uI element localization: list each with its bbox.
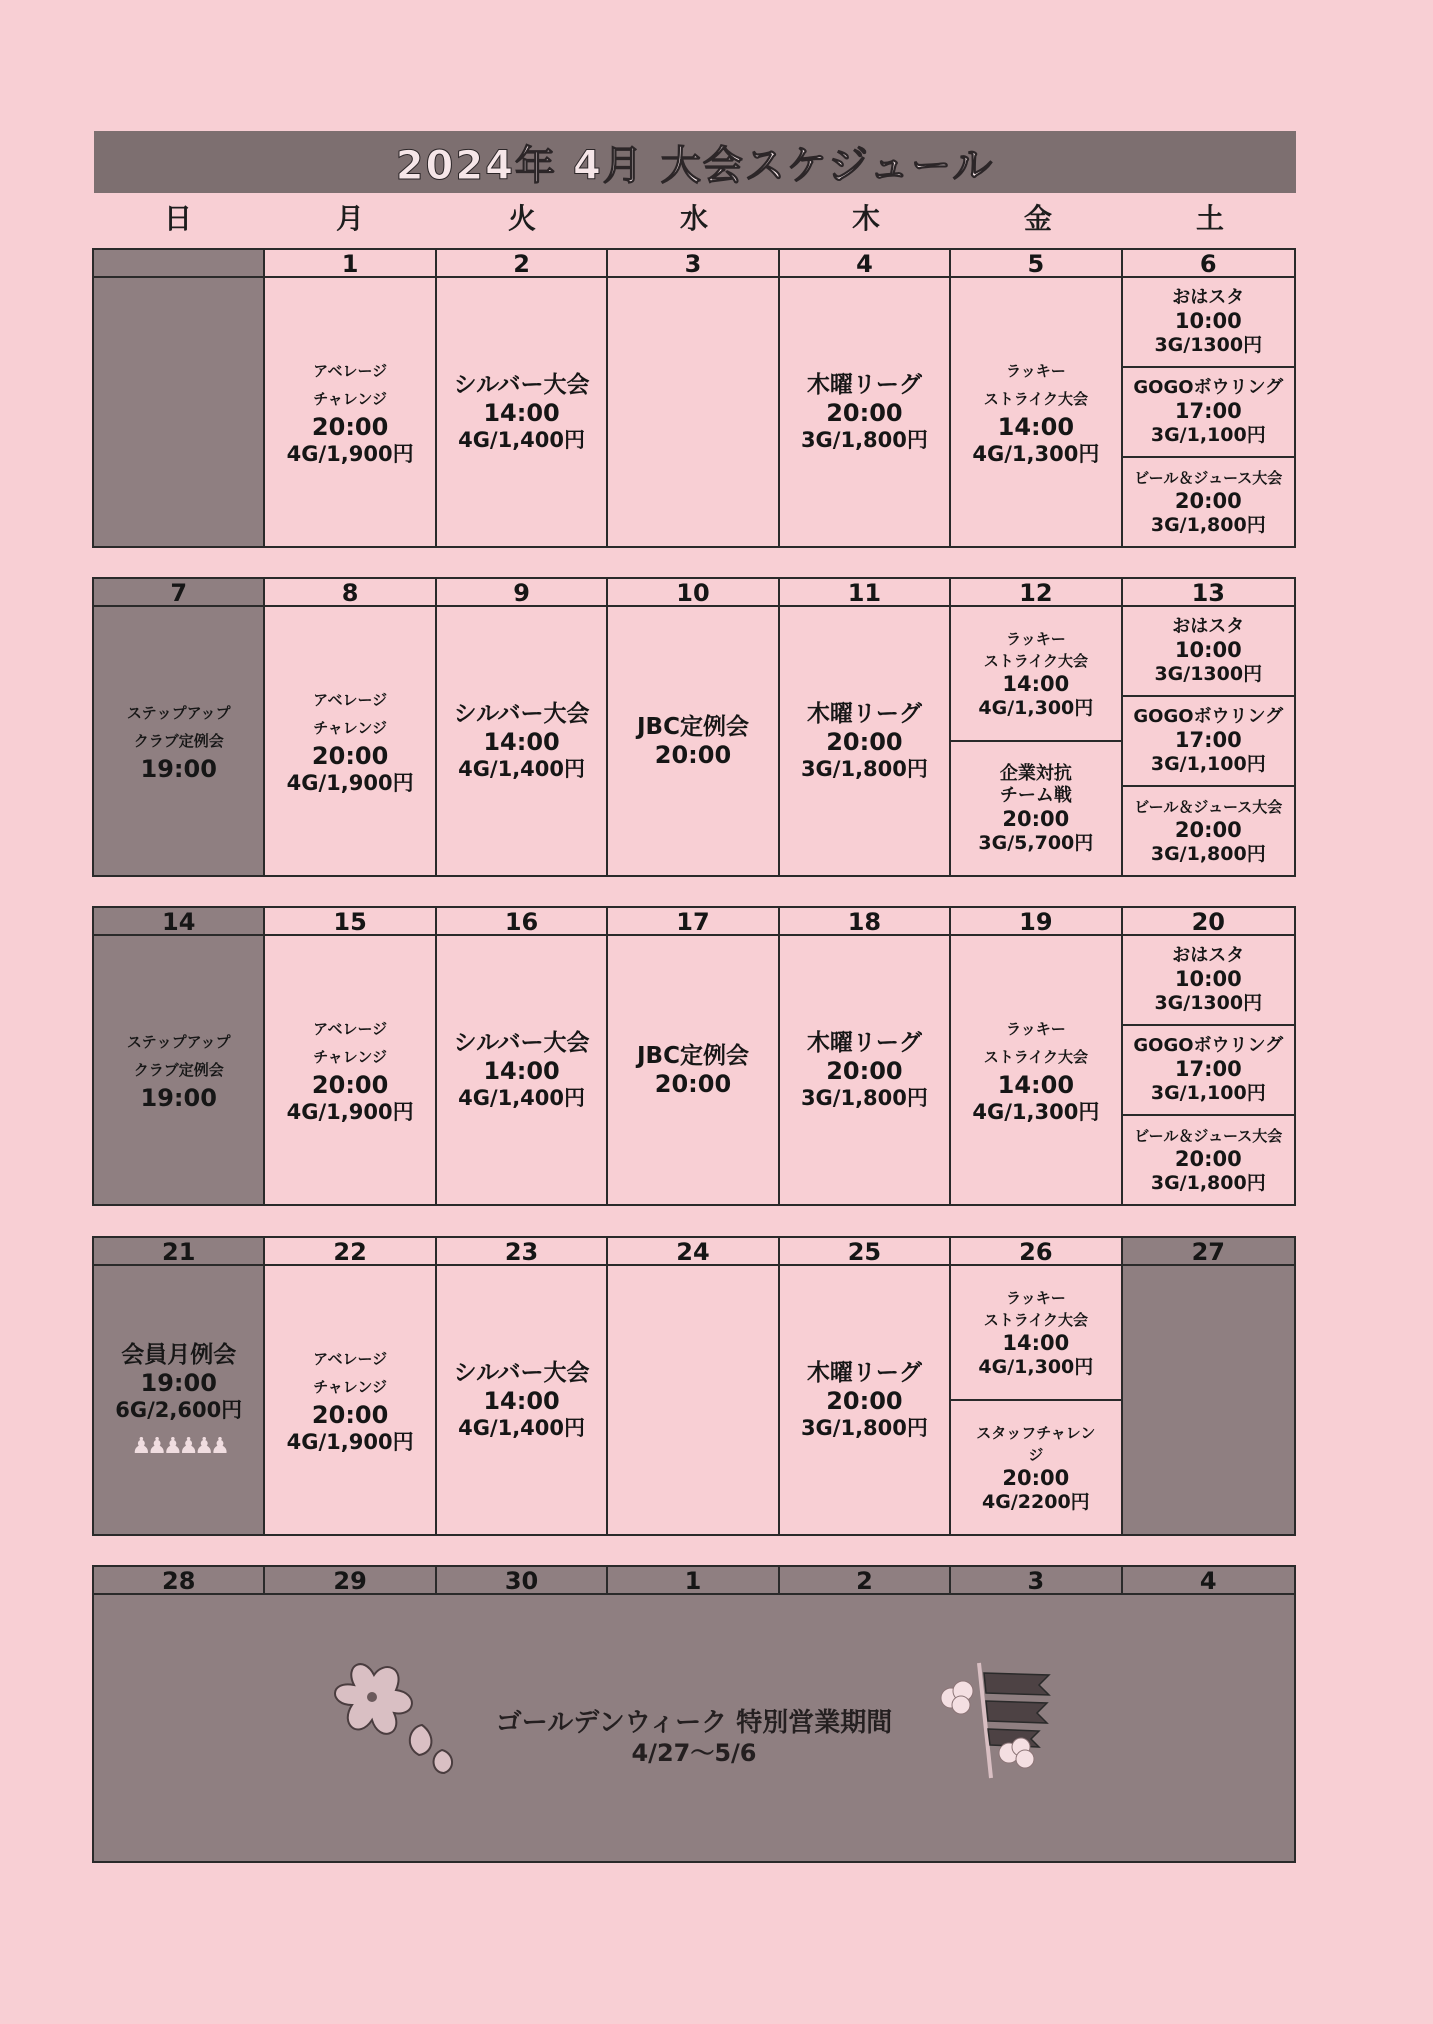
event xyxy=(951,1266,1120,1399)
event-price: 3G/1,800円 xyxy=(800,756,928,781)
event xyxy=(951,936,1120,1204)
event-price: 4G/1,300円 xyxy=(972,1099,1100,1124)
golden-week-period: 4/27～5/6 xyxy=(631,1739,757,1767)
golden-week-body xyxy=(94,1595,1294,1861)
day-number: 5 xyxy=(951,250,1122,278)
event-name: 企業対抗 チーム戦 xyxy=(999,762,1072,806)
event-name: シルバー大会 xyxy=(453,371,590,398)
event xyxy=(1123,607,1294,695)
day-cell xyxy=(1123,1266,1294,1534)
page-title: 2024年 4月 大会スケジュール xyxy=(395,142,995,189)
event xyxy=(780,936,949,1204)
event-time: 10:00 xyxy=(1174,967,1242,991)
day-cell xyxy=(951,607,1122,875)
event-time: 19:00 xyxy=(140,1369,217,1397)
event-time: 14:00 xyxy=(997,1070,1075,1099)
event-time: 20:00 xyxy=(1002,806,1070,831)
day-cell xyxy=(608,278,779,546)
event-name: JBC定例会 xyxy=(637,714,749,740)
event-time: 20:00 xyxy=(311,412,389,441)
day-number: 29 xyxy=(265,1567,436,1595)
event-price: 3G/1,800円 xyxy=(1150,514,1266,536)
day-number: 12 xyxy=(951,579,1122,607)
bowling-pins-icon: ♟♟♟♟♟♟ xyxy=(131,1434,226,1459)
weekday-mon: 月 xyxy=(335,202,364,235)
day-number: 9 xyxy=(437,579,608,607)
event-price: 4G/1,900円 xyxy=(286,441,414,466)
event-name: 木曜リーグ xyxy=(806,1359,922,1386)
day-cell xyxy=(780,936,951,1204)
event xyxy=(437,936,606,1204)
day-number: 23 xyxy=(437,1238,608,1266)
event xyxy=(437,1266,606,1534)
event-time: 19:00 xyxy=(140,1084,217,1112)
event-name: アベレージ チャレンジ xyxy=(313,1349,388,1396)
event-price: 4G/1,300円 xyxy=(978,696,1094,719)
event-time: 20:00 xyxy=(311,1070,389,1099)
event-time: 20:00 xyxy=(826,398,903,427)
day-cell xyxy=(780,1266,951,1534)
day-cell xyxy=(437,607,608,875)
day-number: 26 xyxy=(951,1238,1122,1266)
event xyxy=(1123,456,1294,546)
day-number: 2 xyxy=(437,250,608,278)
event-name: アベレージ チャレンジ xyxy=(313,690,388,737)
event xyxy=(1123,366,1294,456)
event-price: 3G/1,100円 xyxy=(1150,1082,1266,1104)
event-time: 20:00 xyxy=(654,1070,732,1098)
event xyxy=(951,1399,1120,1534)
day-cell xyxy=(437,278,608,546)
event xyxy=(94,1266,263,1534)
event-price: 3G/1300円 xyxy=(1154,663,1263,685)
day-cell xyxy=(951,1266,1122,1534)
event-price: 4G/2200円 xyxy=(982,1490,1090,1513)
day-number: 16 xyxy=(437,908,608,936)
event-time: 17:00 xyxy=(1174,1057,1242,1081)
day-cell xyxy=(608,1266,779,1534)
event-time: 20:00 xyxy=(826,1386,903,1415)
event-name: 会員月例会 xyxy=(121,1342,237,1368)
event xyxy=(951,740,1120,875)
event-time: 20:00 xyxy=(311,1400,389,1429)
day-cell xyxy=(780,607,951,875)
event-time: 17:00 xyxy=(1174,399,1242,423)
event-price: 3G/5,700円 xyxy=(978,831,1094,854)
event xyxy=(437,607,606,875)
event-name: ラッキー ストライク大会 xyxy=(983,1019,1088,1066)
day-cell xyxy=(608,936,779,1204)
event-name: 木曜リーグ xyxy=(806,371,922,398)
day-cell xyxy=(437,1266,608,1534)
weekday-wed: 水 xyxy=(679,202,708,235)
event-time: 20:00 xyxy=(654,741,732,769)
day-cell xyxy=(265,278,436,546)
day-cell xyxy=(265,607,436,875)
event-name: アベレージ チャレンジ xyxy=(313,1019,388,1066)
day-number: 3 xyxy=(951,1567,1122,1595)
title-bar xyxy=(94,131,1296,193)
event-price: 4G/1,900円 xyxy=(286,1429,414,1454)
event-time: 20:00 xyxy=(1174,489,1242,513)
event xyxy=(951,278,1120,546)
event-name: ビール＆ジュース大会 xyxy=(1134,798,1283,816)
day-number: 8 xyxy=(265,579,436,607)
day-number: 1 xyxy=(608,1567,779,1595)
event-price: 4G/1,300円 xyxy=(972,441,1100,466)
day-cell xyxy=(780,278,951,546)
event-time: 17:00 xyxy=(1174,728,1242,752)
weekday-sat: 土 xyxy=(1195,202,1224,235)
calendar-week xyxy=(92,906,1296,1206)
event-price: 4G/1,400円 xyxy=(458,427,586,452)
event-name: GOGOボウリング xyxy=(1133,377,1284,398)
event-name: ラッキー ストライク大会 xyxy=(983,361,1088,408)
day-cell xyxy=(1123,278,1294,546)
day-number: 4 xyxy=(780,250,951,278)
event-price: 3G/1,100円 xyxy=(1150,753,1266,775)
event-time: 20:00 xyxy=(826,727,903,756)
event xyxy=(780,278,949,546)
event-name: おはスタ xyxy=(1172,616,1245,637)
day-cell xyxy=(265,936,436,1204)
day-number: 10 xyxy=(608,579,779,607)
weekday-thu: 木 xyxy=(851,202,880,235)
event xyxy=(1123,1114,1294,1204)
weekday-sun: 日 xyxy=(163,202,192,235)
event-time: 20:00 xyxy=(1174,818,1242,842)
event-price: 4G/1,300円 xyxy=(978,1355,1094,1378)
event-name: GOGOボウリング xyxy=(1133,706,1284,727)
event xyxy=(1123,1024,1294,1114)
day-cell xyxy=(1123,607,1294,875)
event xyxy=(437,278,606,546)
event xyxy=(780,607,949,875)
event-name: ビール＆ジュース大会 xyxy=(1134,1127,1283,1145)
day-number: 27 xyxy=(1123,1238,1294,1266)
event-name: アベレージ チャレンジ xyxy=(313,361,388,408)
day-cell xyxy=(94,607,265,875)
day-number: 24 xyxy=(608,1238,779,1266)
day-number: 4 xyxy=(1123,1567,1294,1595)
day-cell xyxy=(951,936,1122,1204)
day-cell xyxy=(94,936,265,1204)
event-time: 14:00 xyxy=(483,1056,560,1085)
day-cell xyxy=(1123,936,1294,1204)
day-number: 1 xyxy=(265,250,436,278)
event-time: 14:00 xyxy=(483,398,560,427)
event-price: 3G/1,100円 xyxy=(1150,424,1266,446)
event-price: 3G/1300円 xyxy=(1154,334,1263,356)
golden-week-block xyxy=(92,1565,1296,1863)
event-time: 14:00 xyxy=(483,727,560,756)
event-price: 4G/1,400円 xyxy=(458,756,586,781)
day-number: 28 xyxy=(94,1567,265,1595)
event xyxy=(951,607,1120,740)
event-time: 19:00 xyxy=(140,755,217,783)
event xyxy=(1123,936,1294,1024)
event-name: GOGOボウリング xyxy=(1133,1035,1284,1056)
event-time: 14:00 xyxy=(997,412,1075,441)
event-name: シルバー大会 xyxy=(453,700,590,727)
weekday-header xyxy=(92,200,1296,238)
day-cell xyxy=(94,1266,265,1534)
event-name: スタッフチャレン ジ xyxy=(976,1423,1096,1464)
day-cell xyxy=(94,278,265,546)
event-name: ステップアップ クラブ定例会 xyxy=(126,704,231,750)
event-name: 木曜リーグ xyxy=(806,1029,922,1056)
event-name: おはスタ xyxy=(1172,945,1245,966)
event xyxy=(608,607,777,875)
event-time: 10:00 xyxy=(1174,309,1242,333)
weekday-tue: 火 xyxy=(507,202,536,235)
event-name: ステップアップ クラブ定例会 xyxy=(126,1033,231,1079)
event-price: 3G/1,800円 xyxy=(1150,1172,1266,1194)
event-price: 3G/1,800円 xyxy=(1150,843,1266,865)
day-number: 11 xyxy=(780,579,951,607)
golden-week-title: ゴールデンウィーク 特別営業期間 xyxy=(495,1708,893,1738)
event-time: 20:00 xyxy=(311,741,389,770)
event-time: 14:00 xyxy=(483,1386,560,1415)
event-price: 4G/1,400円 xyxy=(458,1085,586,1110)
event xyxy=(1123,278,1294,366)
event-price: 4G/1,900円 xyxy=(286,1099,414,1124)
day-number: 17 xyxy=(608,908,779,936)
event-price: 3G/1,800円 xyxy=(800,1415,928,1440)
event-price: 3G/1,800円 xyxy=(800,427,928,452)
day-number: 3 xyxy=(608,250,779,278)
day-number: 30 xyxy=(437,1567,608,1595)
event-time: 10:00 xyxy=(1174,638,1242,662)
event xyxy=(1123,695,1294,785)
event-time: 20:00 xyxy=(826,1056,903,1085)
event xyxy=(265,278,434,546)
event xyxy=(265,607,434,875)
day-number: 19 xyxy=(951,908,1122,936)
event-name: ラッキー ストライク大会 xyxy=(983,629,1088,670)
day-number: 18 xyxy=(780,908,951,936)
event xyxy=(94,607,263,875)
event-name: 木曜リーグ xyxy=(806,700,922,727)
event xyxy=(265,1266,434,1534)
event xyxy=(780,1266,949,1534)
event-name: シルバー大会 xyxy=(453,1029,590,1056)
day-cell xyxy=(608,607,779,875)
event-time: 14:00 xyxy=(1002,1330,1070,1355)
day-number: 25 xyxy=(780,1238,951,1266)
weekday-fri: 金 xyxy=(1023,202,1052,235)
day-number: 6 xyxy=(1123,250,1294,278)
event-price: 4G/1,400円 xyxy=(458,1415,586,1440)
event-time: 14:00 xyxy=(1002,671,1070,696)
calendar-week xyxy=(92,577,1296,877)
day-number: 14 xyxy=(94,908,265,936)
golden-week-notice xyxy=(94,1707,1294,1767)
day-cell xyxy=(951,278,1122,546)
event-name: おはスタ xyxy=(1172,287,1245,308)
event-name: ビール＆ジュース大会 xyxy=(1134,469,1283,487)
day-number: 13 xyxy=(1123,579,1294,607)
event-price: 3G/1,800円 xyxy=(800,1085,928,1110)
day-cell xyxy=(437,936,608,1204)
day-number: 15 xyxy=(265,908,436,936)
day-cell xyxy=(265,1266,436,1534)
event xyxy=(265,936,434,1204)
event-name: シルバー大会 xyxy=(453,1359,590,1386)
day-number: 21 xyxy=(94,1238,265,1266)
event-price: 6G/2,600円 xyxy=(115,1398,243,1422)
day-number: 20 xyxy=(1123,908,1294,936)
day-number: 22 xyxy=(265,1238,436,1266)
event-name: ラッキー ストライク大会 xyxy=(983,1288,1088,1329)
calendar-week xyxy=(92,1236,1296,1536)
event-time: 20:00 xyxy=(1174,1147,1242,1171)
event-name: JBC定例会 xyxy=(637,1043,749,1069)
event-price: 4G/1,900円 xyxy=(286,770,414,795)
day-number: 7 xyxy=(94,579,265,607)
calendar-week xyxy=(92,248,1296,548)
day-number xyxy=(94,250,265,278)
event-price: 3G/1300円 xyxy=(1154,992,1263,1014)
event xyxy=(94,936,263,1204)
event xyxy=(1123,785,1294,875)
event-time: 20:00 xyxy=(1002,1465,1070,1490)
day-number: 2 xyxy=(780,1567,951,1595)
event xyxy=(608,936,777,1204)
